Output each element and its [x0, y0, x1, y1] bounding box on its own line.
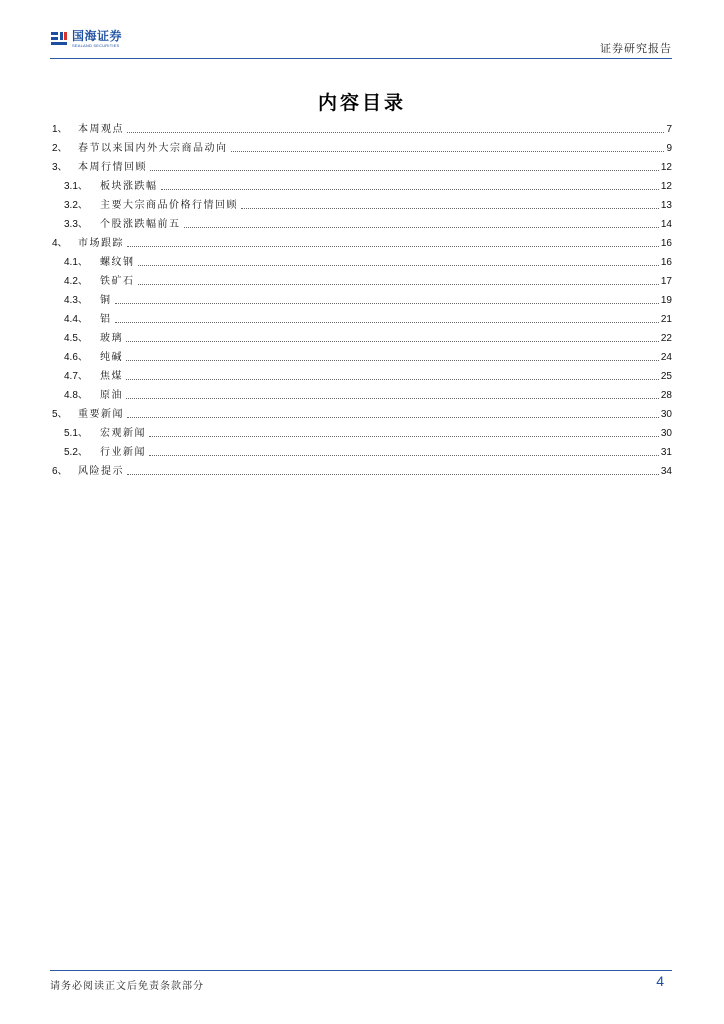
toc-entry-label: 本周行情回顾: [78, 162, 147, 173]
toc-entry-label: 行业新闻: [100, 447, 146, 458]
toc-entry-label: 市场跟踪: [78, 238, 124, 249]
toc-dot-leader: [127, 417, 659, 418]
toc-entry[interactable]: [52, 310, 672, 329]
toc-entry-number: 5、: [52, 409, 68, 420]
toc-entry[interactable]: [52, 386, 672, 405]
toc-entry-number: 3.1、: [64, 181, 88, 192]
toc-entry-page: 19: [660, 295, 672, 306]
toc-entry-page: 16: [660, 257, 672, 268]
toc-entry-page: 21: [660, 314, 672, 325]
toc-entry-label: 重要新闻: [78, 409, 124, 420]
toc-entry-number: 4.2、: [64, 276, 88, 287]
toc-entry[interactable]: [52, 272, 672, 291]
toc-entry[interactable]: [52, 139, 672, 158]
toc-entry[interactable]: [52, 367, 672, 386]
toc-dot-leader: [115, 303, 659, 304]
toc-entry-label: 春节以来国内外大宗商品动向: [78, 143, 228, 154]
toc-entry-page: 7: [666, 124, 672, 135]
toc-entry-page: 16: [660, 238, 672, 249]
toc-dot-leader: [138, 265, 659, 266]
toc-entry-label: 风险提示: [78, 466, 124, 477]
toc-entry[interactable]: [52, 177, 672, 196]
toc-entry[interactable]: [52, 405, 672, 424]
toc-entry-label: 原油: [100, 390, 123, 401]
toc-entry-number: 5.2、: [64, 447, 88, 458]
toc-dot-leader: [127, 132, 664, 133]
footer-divider: [50, 970, 672, 971]
toc-entry-number: 1、: [52, 124, 68, 135]
toc-entry-page: 12: [660, 181, 672, 192]
toc-dot-leader: [126, 360, 659, 361]
footer-disclaimer: 请务必阅读正文后免责条款部分: [50, 981, 204, 992]
toc-dot-leader: [184, 227, 659, 228]
toc-entry-number: 4.3、: [64, 295, 88, 306]
toc-entry-label: 宏观新闻: [100, 428, 146, 439]
toc-entry-number: 3.3、: [64, 219, 88, 230]
toc-entry-page: 30: [660, 428, 672, 439]
toc-entry-number: 4.6、: [64, 352, 88, 363]
toc-entry-number: 4.5、: [64, 333, 88, 344]
toc-dot-leader: [126, 398, 659, 399]
toc-dot-leader: [241, 208, 659, 209]
toc-dot-leader: [150, 170, 659, 171]
toc-entry-label: 焦煤: [100, 371, 123, 382]
toc-entry-label: 铜: [100, 295, 112, 306]
page-header: [50, 28, 672, 60]
toc-entry-page: 25: [660, 371, 672, 382]
toc-dot-leader: [138, 284, 659, 285]
toc-entry[interactable]: [52, 234, 672, 253]
toc-entry-number: 5.1、: [64, 428, 88, 439]
header-divider: [50, 58, 672, 59]
toc-entry-number: 3、: [52, 162, 68, 173]
toc-entry-number: 3.2、: [64, 200, 88, 211]
toc-dot-leader: [126, 341, 659, 342]
toc-dot-leader: [115, 322, 659, 323]
toc-entry[interactable]: [52, 462, 672, 481]
toc-title: 内容目录: [317, 92, 406, 114]
toc-entry[interactable]: [52, 196, 672, 215]
toc-entry-number: 4.8、: [64, 390, 88, 401]
logo-chinese-name: 国海证券: [72, 29, 123, 43]
toc-entry-number: 4.4、: [64, 314, 88, 325]
toc-entry[interactable]: [52, 253, 672, 272]
toc-dot-leader: [127, 474, 659, 475]
toc-entry-page: 17: [660, 276, 672, 287]
toc-dot-leader: [126, 379, 659, 380]
toc-entry-label: 板块涨跌幅: [100, 181, 158, 192]
toc-entry[interactable]: [52, 348, 672, 367]
toc-entry-number: 2、: [52, 143, 68, 154]
table-of-contents: [52, 120, 672, 481]
company-logo: [50, 30, 122, 48]
toc-entry-label: 玻璃: [100, 333, 123, 344]
toc-entry-number: 6、: [52, 466, 68, 477]
toc-dot-leader: [127, 246, 659, 247]
toc-entry-page: 9: [666, 143, 672, 154]
toc-entry-label: 本周观点: [78, 124, 124, 135]
toc-entry-page: 12: [660, 162, 672, 173]
toc-entry-label: 铁矿石: [100, 276, 135, 287]
page-number: 4: [656, 973, 664, 989]
toc-entry[interactable]: [52, 291, 672, 310]
toc-entry-page: 24: [660, 352, 672, 363]
toc-entry-label: 纯碱: [100, 352, 123, 363]
toc-entry[interactable]: [52, 424, 672, 443]
toc-entry-page: 31: [660, 447, 672, 458]
toc-entry-label: 铝: [100, 314, 112, 325]
report-type-label: 证券研究报告: [600, 42, 672, 55]
toc-entry-number: 4、: [52, 238, 68, 249]
toc-dot-leader: [161, 189, 659, 190]
toc-entry-number: 4.7、: [64, 371, 88, 382]
toc-dot-leader: [231, 151, 665, 152]
toc-entry[interactable]: [52, 158, 672, 177]
toc-entry-label: 主要大宗商品价格行情回顾: [100, 200, 238, 211]
toc-entry-number: 4.1、: [64, 257, 88, 268]
sealand-logo-icon: [50, 30, 68, 48]
toc-entry[interactable]: [52, 120, 672, 139]
toc-entry-label: 螺纹钢: [100, 257, 135, 268]
toc-entry[interactable]: [52, 329, 672, 348]
logo-english-name: SEALAND SECURITIES: [72, 43, 120, 48]
toc-entry-page: 22: [660, 333, 672, 344]
toc-dot-leader: [149, 455, 659, 456]
toc-entry[interactable]: [52, 443, 672, 462]
toc-entry-page: 28: [660, 390, 672, 401]
toc-entry-label: 个股涨跌幅前五: [100, 219, 181, 230]
toc-entry-page: 30: [660, 409, 672, 420]
toc-entry-page: 13: [660, 200, 672, 211]
toc-dot-leader: [149, 436, 659, 437]
toc-entry-page: 34: [660, 466, 672, 477]
toc-entry[interactable]: [52, 215, 672, 234]
toc-entry-page: 14: [660, 219, 672, 230]
